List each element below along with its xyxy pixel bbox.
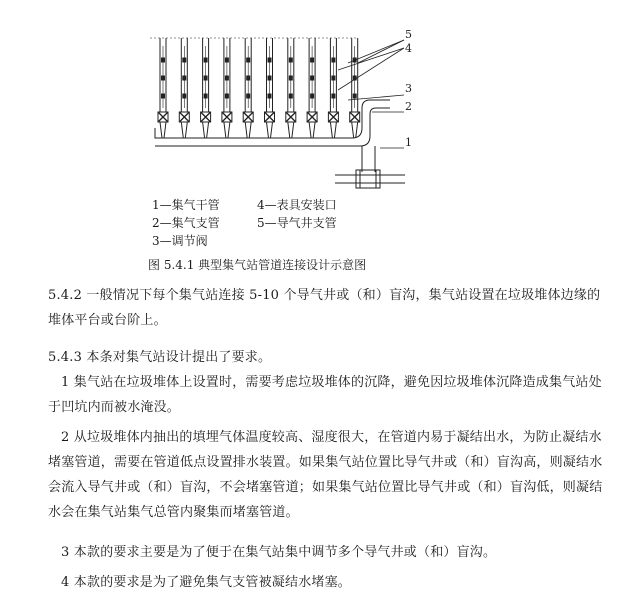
callout-1: 1 (405, 136, 412, 149)
branch-connector (309, 122, 311, 138)
branch-connector (352, 122, 354, 138)
clause-5-4-3-item-2: 2 从垃圾堆体内抽出的填埋气体温度较高、湿度很大，在管道内易于凝结出水，为防止凝结水堵塞管道，需要在管道低点设置排水装置。如果集气站位置比导气井或（和）盲沟高，则凝结水会流入导气井或（和）盲沟，不会堵塞管道；如果集气站位置比导气井或（和）盲沟低，则凝结水会在集气站集气总管内聚集而堵塞管道。 (48, 430, 603, 520)
legend-item-1: 1—集气干管 (152, 198, 220, 212)
callout-3: 3 (405, 82, 412, 95)
branch-connector (356, 122, 358, 138)
meter-port-marker (268, 76, 271, 80)
valve-symbol (158, 112, 168, 122)
branch-connector (330, 122, 332, 138)
meter-port-marker (311, 94, 314, 98)
clause-5-4-3-item-1: 1 集气站在垃圾堆体上设置时，需要考虑垃圾堆体的沉降，避免因垃圾堆体沉降造成集气站处于凹坑内而被水淹没。 (48, 375, 602, 415)
branch-connector (203, 122, 205, 138)
branch-connector (313, 122, 315, 138)
clause-5-4-3-item-3: 3 本款的要求主要是为了便于在集气站集中调节多个导气井或（和）盲沟。 (61, 545, 497, 560)
branch-connector (292, 122, 294, 138)
branch-connector (334, 122, 336, 138)
meter-port-marker (204, 76, 207, 80)
branch-connector (160, 122, 162, 138)
meter-port-marker (183, 58, 186, 62)
valve-symbol (350, 112, 360, 122)
clause-5-4-2: 5.4.2 一般情况下每个集气站连接 5-10 个导气井或（和）盲沟，集气站设置在垃圾堆体边缘的堆体平台或台阶上。 (48, 288, 601, 328)
legend-item-2: 2—集气支管 (152, 216, 220, 230)
meter-port-marker (332, 94, 335, 98)
meter-port-marker (247, 76, 250, 80)
legend-item-5: 5—导气井支管 (257, 216, 337, 230)
branch-connector (228, 122, 230, 138)
figure-caption: 图 5.4.1 典型集气站管道连接设计示意图 (148, 258, 367, 272)
callout-2: 2 (405, 100, 412, 113)
meter-port-marker (183, 76, 186, 80)
meter-port-marker (332, 58, 335, 62)
meter-port-marker (225, 58, 228, 62)
branch-connector (224, 122, 226, 138)
legend-item-4: 4—表具安装口 (257, 198, 337, 212)
meter-port-marker (353, 94, 356, 98)
branch-connector (245, 122, 247, 138)
meter-port-marker (289, 76, 292, 80)
meter-port-marker (162, 76, 165, 80)
valve-symbol (201, 112, 211, 122)
meter-port-marker (204, 58, 207, 62)
main-header-pipe (155, 100, 405, 188)
leader-lines (338, 40, 404, 148)
callout-4: 4 (405, 42, 412, 55)
meter-port-marker (204, 94, 207, 98)
valve-symbol (265, 112, 275, 122)
clause-5-4-3-item-4: 4 本款的要求是为了避免集气支管被凝结水堵塞。 (61, 575, 352, 590)
valve-symbol (328, 112, 338, 122)
meter-port-marker (311, 58, 314, 62)
meter-port-marker (225, 94, 228, 98)
gas-well-branch-pipes (150, 38, 360, 138)
valve-symbol (243, 112, 253, 122)
branch-connector (288, 122, 290, 138)
meter-port-marker (289, 58, 292, 62)
callout-numbers (405, 28, 412, 149)
branch-connector (207, 122, 209, 138)
meter-port-marker (289, 94, 292, 98)
valve-symbol (179, 112, 189, 122)
branch-connector (181, 122, 183, 138)
meter-port-marker (225, 76, 228, 80)
pipe-connection-diagram (0, 0, 640, 250)
meter-port-marker (162, 58, 165, 62)
valve-symbol (222, 112, 232, 122)
valve-symbol (307, 112, 317, 122)
callout-5: 5 (405, 28, 412, 41)
meter-port-marker (268, 58, 271, 62)
meter-port-marker (247, 58, 250, 62)
meter-port-marker (183, 94, 186, 98)
meter-port-marker (247, 94, 250, 98)
valve-symbol (286, 112, 296, 122)
branch-connector (271, 122, 273, 138)
meter-port-marker (332, 76, 335, 80)
clause-5-4-3: 5.4.3 本条对集气站设计提出了要求。 (48, 350, 272, 365)
meter-port-marker (162, 94, 165, 98)
branch-connector (249, 122, 251, 138)
branch-connector (185, 122, 187, 138)
meter-port-marker (268, 94, 271, 98)
branch-connector (164, 122, 166, 138)
meter-port-marker (311, 76, 314, 80)
branch-connector (267, 122, 269, 138)
legend-item-3: 3—调节阀 (152, 234, 208, 248)
